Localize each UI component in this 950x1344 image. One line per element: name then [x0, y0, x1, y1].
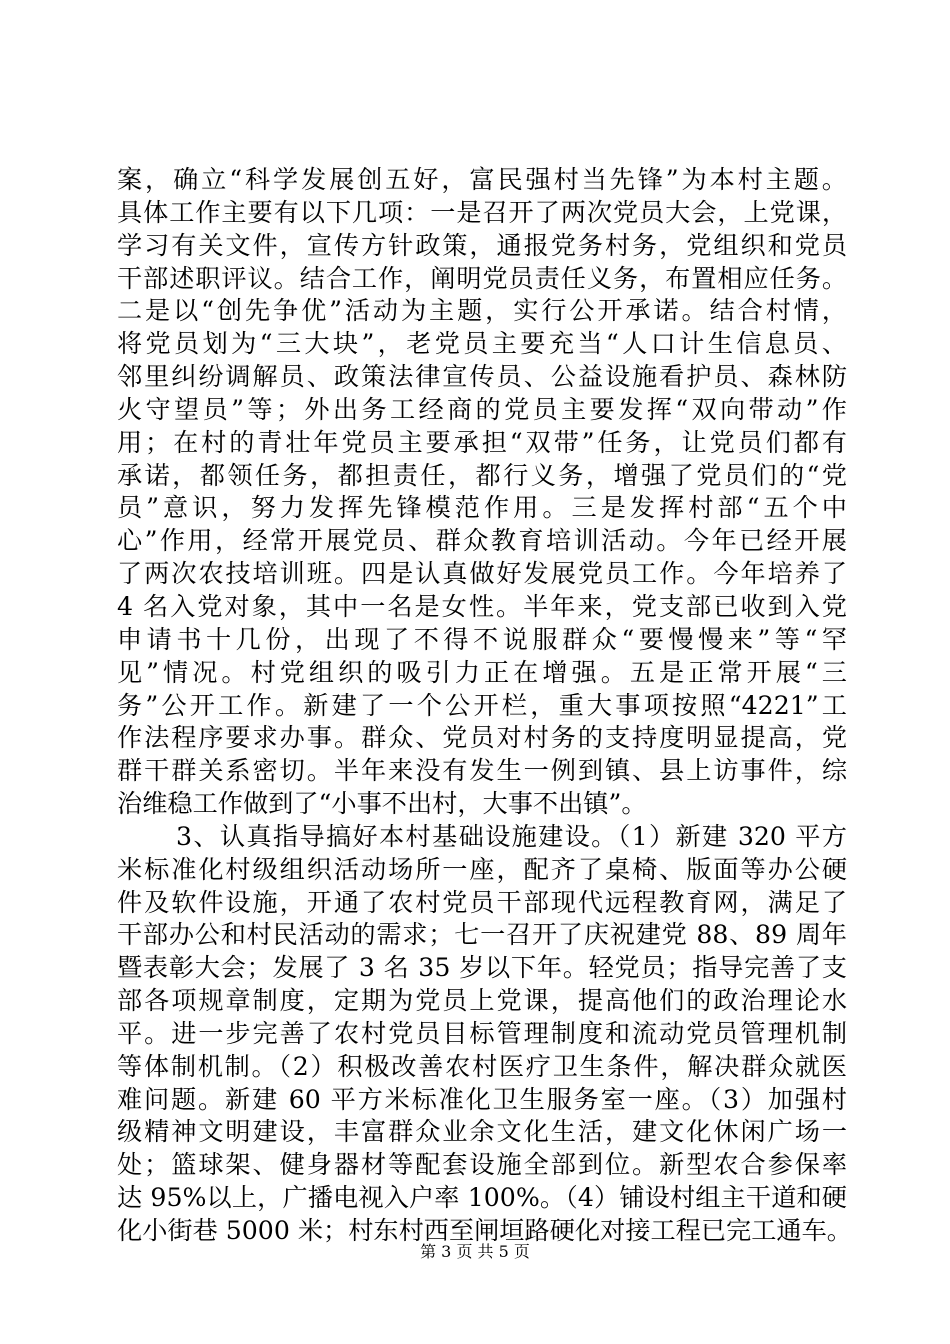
text-line: 二是以“创先争优”活动为主题，实行公开承诺。结合村情，	[117, 296, 847, 326]
text-line: 4 名入党对象，其中一名是女性。半年来，党支部已收到入党	[117, 591, 847, 621]
text-line: 学习有关文件，宣传方针政策，通报党务村务，党组织和党员	[117, 230, 847, 260]
text-line: 干部述职评议。结合工作，阐明党员责任义务，布置相应任务。	[117, 263, 847, 293]
text-line: 暨表彰大会；发展了 3 名 35 岁以下年。轻党员；指导完善了支	[117, 953, 847, 983]
text-line: 等体制机制。（2）积极改善农村医疗卫生条件，解决群众就医	[117, 1051, 847, 1081]
text-line: 申请书十几份，出现了不得不说服群众“要慢慢来”等“罕	[117, 624, 847, 654]
paragraph-1	[117, 164, 847, 821]
text-line: 作法程序要求办事。群众、党员对村务的支持度明显提高，党	[117, 723, 847, 753]
text-line: 承诺，都领任务，都担责任，都行义务，增强了党员们的“党	[117, 460, 847, 490]
text-line: 平。进一步完善了农村党员目标管理制度和流动党员管理机制	[117, 1018, 847, 1048]
text-line: 件及软件设施，开通了农村党员干部现代远程教育网，满足了	[117, 887, 847, 917]
text-line: 心”作用，经常开展党员、群众教育培训活动。今年已经开展	[117, 526, 847, 556]
text-line: 化小街巷 5000 米；村东村西至闸垣路硬化对接工程已完工通车。	[117, 1216, 852, 1245]
text-line: 治维稳工作做到了“小事不出村，大事不出镇”。	[117, 789, 647, 819]
text-line: 部各项规章制度，定期为党员上党课，提高他们的政治理论水	[117, 986, 847, 1016]
text-line: 火守望员”等；外出务工经商的党员主要发挥“双向带动”作	[117, 394, 847, 424]
text-line: 见”情况。村党组织的吸引力正在增强。五是正常开展“三	[117, 657, 847, 687]
document-body	[117, 164, 852, 1248]
text-line: 将党员划为“三大块”，老党员主要充当“人口计生信息员、	[117, 329, 847, 359]
text-line: 了两次农技培训班。四是认真做好发展党员工作。今年培养了	[117, 559, 847, 589]
text-line: 案，确立“科学发展创五好，富民强村当先锋”为本村主题。	[117, 165, 847, 194]
text-line: 邻里纠纷调解员、政策法律宣传员、公益设施看护员、森林防	[117, 362, 847, 392]
text-line: 干部办公和村民活动的需求；七一召开了庆祝建党 88、89 周年	[117, 920, 847, 950]
text-line: 员”意识，努力发挥先锋模范作用。三是发挥村部“五个中	[117, 493, 847, 523]
text-line: 米标准化村级组织活动场所一座，配齐了桌椅、版面等办公硬	[117, 854, 847, 884]
text-line: 务”公开工作。新建了一个公开栏，重大事项按照“4221”工	[117, 690, 847, 720]
text-line: 3、认真指导搞好本村基础设施建设。（1）新建 320 平方	[176, 821, 847, 851]
text-line: 难问题。新建 60 平方米标准化卫生服务室一座。（3）加强村	[117, 1084, 847, 1114]
text-line: 达 95%以上，广播电视入户率 100%。（4）铺设村组主干道和硬	[117, 1183, 847, 1213]
paragraph-2	[117, 821, 852, 1248]
text-line: 群干群关系密切。半年来没有发生一例到镇、县上访事件，综	[117, 756, 847, 786]
text-line: 用；在村的青壮年党员主要承担“双带”任务，让党员们都有	[117, 427, 847, 457]
page-footer: 第 3 页 共 5 页	[420, 1242, 530, 1261]
text-line: 级精神文明建设，丰富群众业余文化生活，建文化休闲广场一	[117, 1117, 847, 1147]
text-line: 具体工作主要有以下几项：一是召开了两次党员大会，上党课，	[117, 197, 847, 227]
text-line: 处；篮球架、健身器材等配套设施全部到位。新型农合参保率	[117, 1150, 847, 1180]
